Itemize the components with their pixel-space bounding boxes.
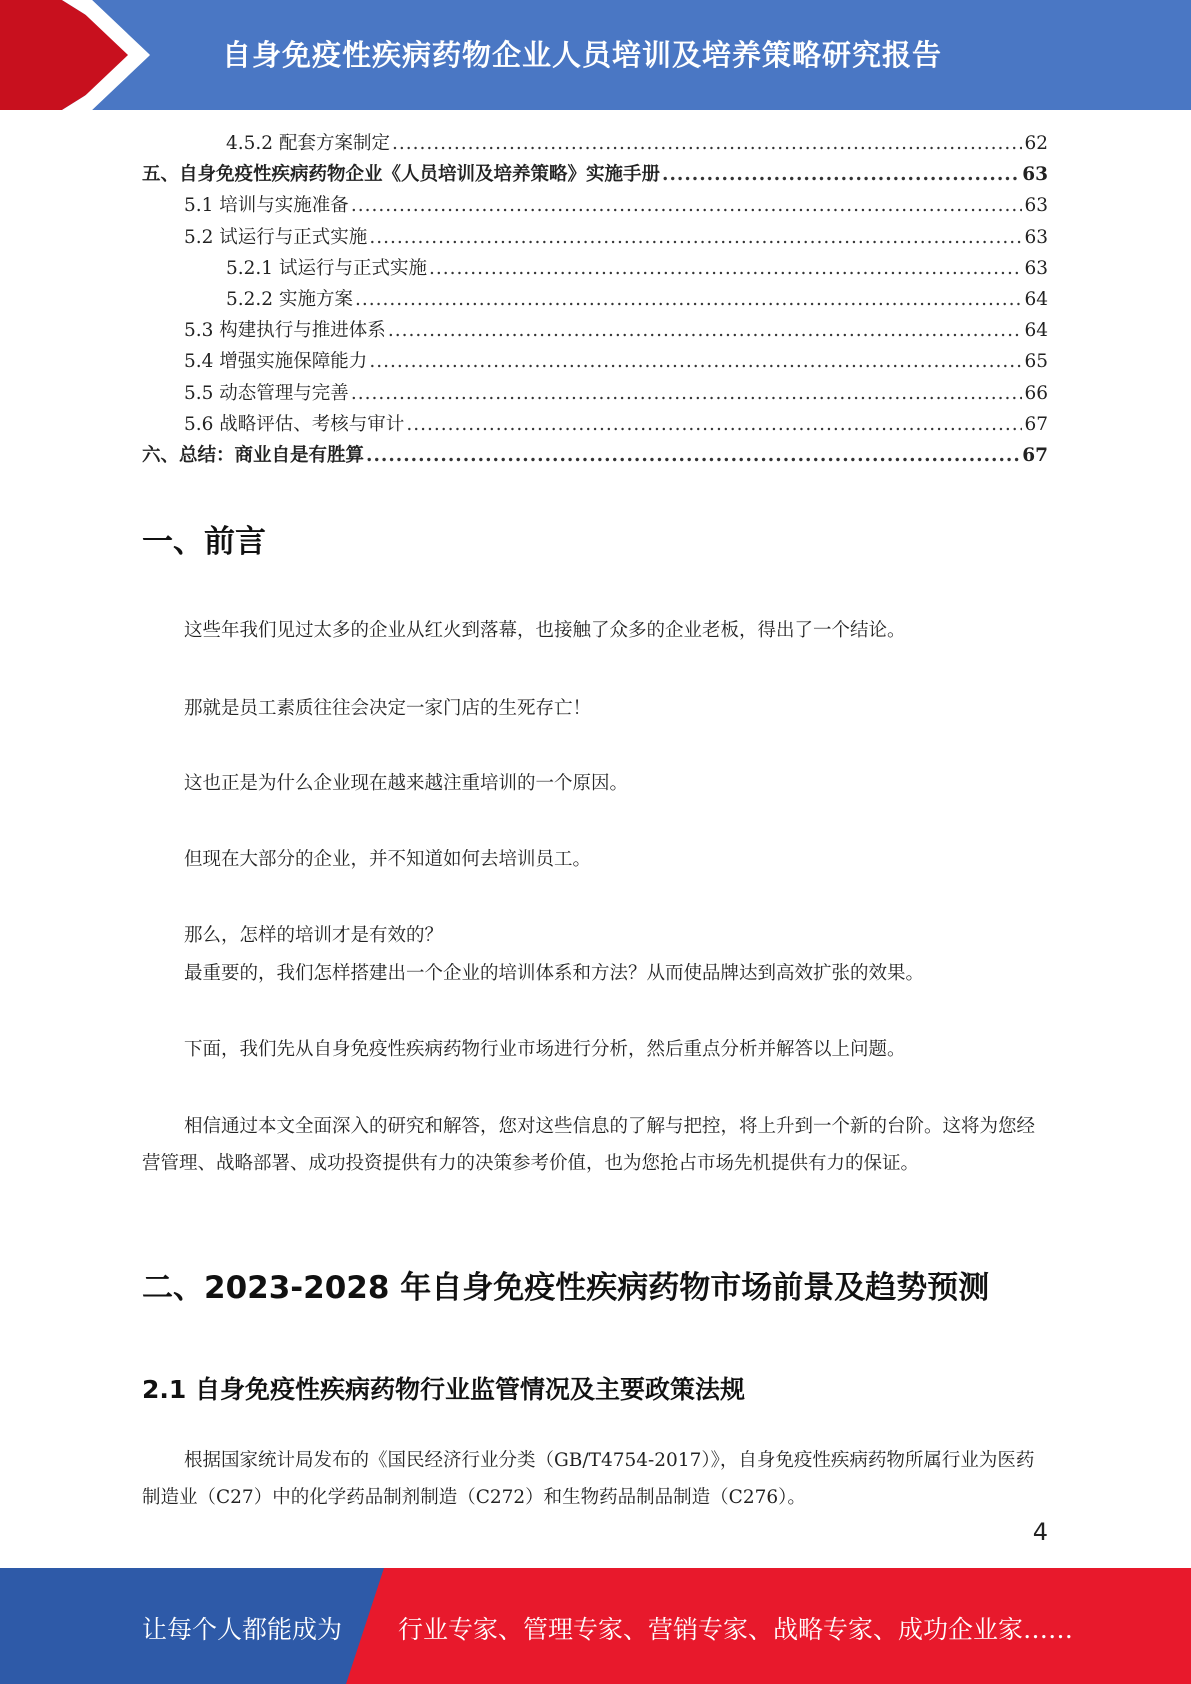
page-footer bbox=[0, 1568, 1191, 1684]
toc-entry-page: 63 bbox=[1022, 164, 1048, 186]
toc-entry-page: 64 bbox=[1024, 320, 1048, 342]
subsection-heading-regulation: 2.1 自身免疫性疾病药物行业监管情况及主要政策法规 bbox=[142, 1375, 745, 1404]
toc-entry-label: 5.3 构建执行与推进体系 bbox=[184, 320, 386, 342]
paragraph: 相信通过本文全面深入的研究和解答，您对这些信息的了解与把控，将上升到一个新的台阶。这将为您经营管理、战略部署、成功投资提供有力的决策参考价值，也为您抢占市场先机提供有力的保证。 bbox=[142, 1116, 1036, 1174]
table-of-contents bbox=[142, 128, 1048, 471]
toc-entry[interactable] bbox=[142, 190, 1048, 221]
toc-entry[interactable] bbox=[142, 346, 1048, 377]
toc-entry-label: 5.6 战略评估、考核与审计 bbox=[184, 413, 405, 435]
paragraph: 那么，怎样的培训才是有效的？ bbox=[184, 925, 444, 946]
toc-entry-page: 63 bbox=[1024, 195, 1048, 217]
toc-entry-page: 65 bbox=[1024, 351, 1048, 373]
toc-entry-label: 五、自身免疫性疾病药物企业《人员培训及培养策略》实施手册 bbox=[142, 164, 661, 186]
report-title: 自身免疫性疾病药物企业人员培训及培养策略研究报告 bbox=[222, 38, 943, 72]
toc-entry-label: 5.2 试运行与正式实施 bbox=[184, 226, 368, 248]
footer-slogan-left: 让每个人都能成为 bbox=[142, 1615, 343, 1644]
paragraph: 这些年我们见过太多的企业从红火到落幕，也接触了众多的企业老板，得出了一个结论。 bbox=[184, 620, 906, 641]
header-chevron-decoration bbox=[0, 0, 260, 110]
toc-entry[interactable] bbox=[142, 315, 1048, 346]
toc-entry[interactable] bbox=[142, 253, 1048, 284]
toc-leader-dots bbox=[429, 253, 1022, 284]
toc-leader-dots bbox=[369, 346, 1022, 377]
toc-leader-dots bbox=[355, 284, 1023, 315]
toc-entry-label: 4.5.2 配套方案制定 bbox=[226, 133, 390, 154]
toc-entry[interactable] bbox=[142, 222, 1048, 253]
toc-entry-page: 66 bbox=[1024, 382, 1048, 404]
toc-leader-dots bbox=[351, 378, 1023, 409]
toc-entry-page: 67 bbox=[1024, 413, 1048, 435]
toc-entry-label: 5.2.2 实施方案 bbox=[226, 288, 353, 310]
toc-entry-page: 63 bbox=[1024, 226, 1048, 248]
page-header bbox=[0, 0, 1191, 110]
section-heading-market-outlook: 二、2023-2028 年自身免疫性疾病药物市场前景及趋势预测 bbox=[142, 1270, 990, 1306]
toc-entry-page: 67 bbox=[1022, 444, 1048, 466]
paragraph: 下面，我们先从自身免疫性疾病药物行业市场进行分析，然后重点分析并解答以上问题。 bbox=[184, 1039, 906, 1060]
paragraph: 最重要的，我们怎样搭建出一个企业的培训体系和方法？从而使品牌达到高效扩张的效果。 bbox=[184, 963, 925, 984]
toc-entry-label: 5.4 增强实施保障能力 bbox=[184, 351, 368, 373]
toc-entry[interactable] bbox=[142, 159, 1048, 190]
toc-entry[interactable] bbox=[142, 440, 1048, 471]
footer-slogan-right: 行业专家、管理专家、营销专家、战略专家、成功企业家…… bbox=[398, 1615, 1074, 1644]
toc-leader-dots bbox=[366, 440, 1020, 471]
page-number: 4 bbox=[1032, 1518, 1048, 1546]
paragraph: 但现在大部分的企业，并不知道如何去培训员工。 bbox=[184, 849, 592, 870]
paragraph: 那就是员工素质往往会决定一家门店的生死存亡！ bbox=[184, 698, 592, 719]
toc-leader-dots bbox=[662, 159, 1020, 190]
toc-entry-label: 5.5 动态管理与完善 bbox=[184, 382, 349, 404]
toc-entry-page: 62 bbox=[1024, 133, 1048, 154]
toc-leader-dots bbox=[388, 315, 1023, 346]
toc-entry-label: 5.1 培训与实施准备 bbox=[184, 195, 349, 217]
toc-entry-page: 64 bbox=[1024, 288, 1048, 310]
toc-entry[interactable] bbox=[142, 284, 1048, 315]
toc-entry-label: 5.2.1 试运行与正式实施 bbox=[226, 257, 427, 279]
paragraph: 这也正是为什么企业现在越来越注重培训的一个原因。 bbox=[184, 773, 629, 794]
toc-entry[interactable] bbox=[142, 409, 1048, 440]
toc-leader-dots bbox=[369, 222, 1022, 253]
toc-entry[interactable] bbox=[142, 378, 1048, 409]
toc-entry[interactable] bbox=[142, 128, 1048, 159]
paragraph: 根据国家统计局发布的《国民经济行业分类（GB/T4754-2017）》，自身免疫性疾病药物所属行业为医药制造业（C27）中的化学药品制剂制造（C272）和生物药品制品制造（C276）。 bbox=[142, 1450, 1035, 1508]
toc-leader-dots bbox=[406, 409, 1022, 440]
toc-entry-label: 六、总结：商业自是有胜算 bbox=[142, 444, 365, 466]
toc-leader-dots bbox=[392, 128, 1022, 159]
toc-leader-dots bbox=[351, 190, 1023, 221]
toc-entry-page: 63 bbox=[1024, 257, 1048, 279]
section-heading-preface: 一、前言 bbox=[142, 524, 266, 560]
